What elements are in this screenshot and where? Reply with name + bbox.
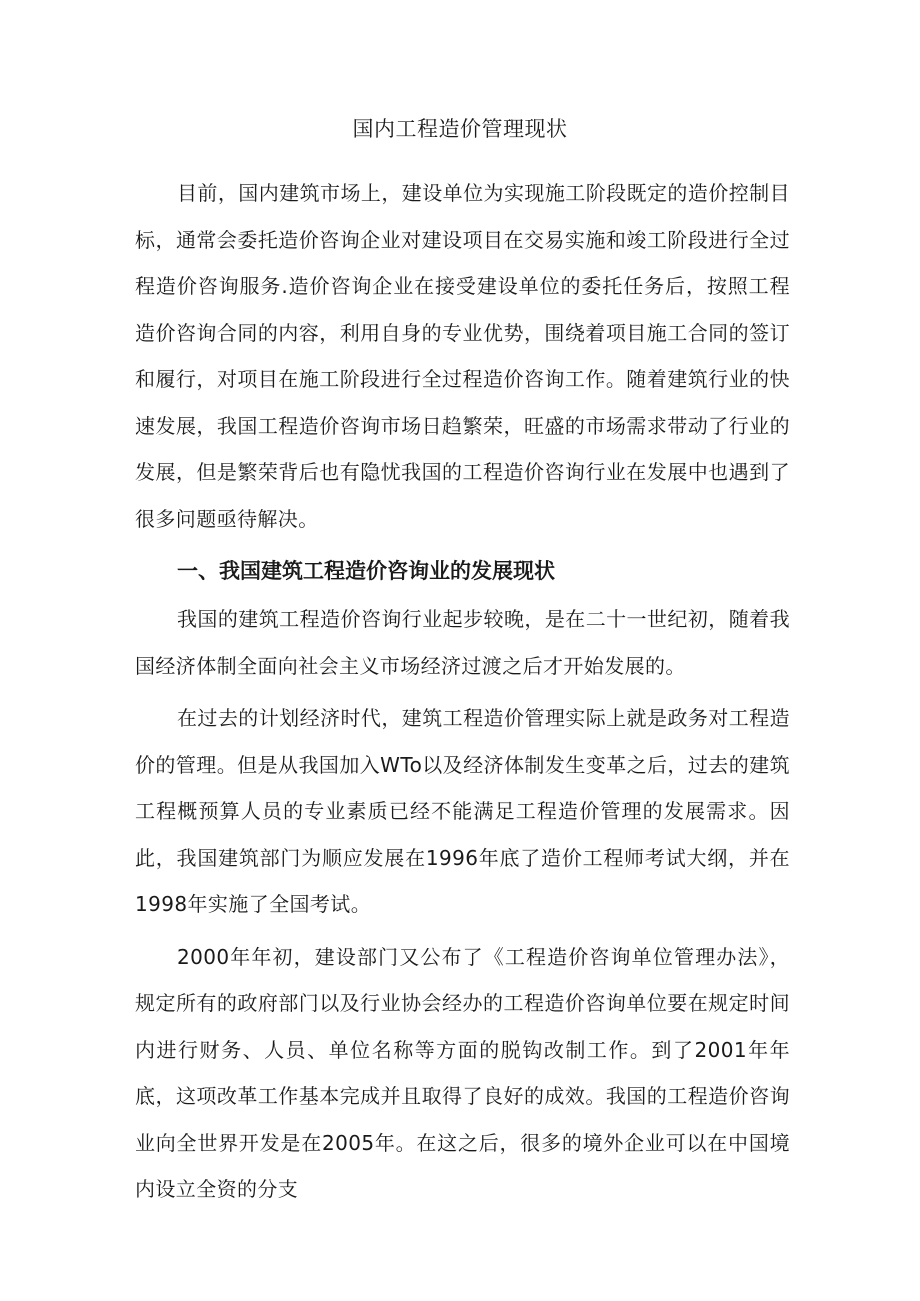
paragraph-2000-reform: 2000年年初，建设部门又公布了《工程造价咨询单位管理办法》，规定所有的政府部门以及行业协会经办的工程造价咨询单位要在规定时间内进行财务、人员、单位名称等方面的脱钩改制工作。到了2001年年底，这项改革工作基本完成并且取得了良好的成效。我国的工程造价咨询业向全世界开发是在2005年。在这之后，很多的境外企业可以在中国境内设立全资的分支 [135, 944, 790, 1201]
document-title: 国内工程造价管理现状 [352, 117, 568, 141]
paragraph-start: 我国的建筑工程造价咨询行业起步较晚，是在二十一世纪初，随着我国经济体制全面向社会主义市场经济过渡之后才开始发展的。 [135, 607, 790, 678]
intro-paragraph: 目前，国内建筑市场上，建设单位为实现施工阶段既定的造价控制目标，通常会委托造价咨询企业对建设项目在交易实施和竣工阶段进行全过程造价咨询服务.造价咨询企业在接受建设单位的委托任务后，按照工程造价咨询合同的内容，利用自身的专业优势，围绕着项目施工合同的签订和履行，对项目在施工阶段进行全过程造价咨询工作。随着建筑行业的快速发展，我国工程造价咨询市场日趋繁荣，旺盛的市场需求带动了行业的发展，但是繁荣背后也有隐忧我国的工程造价咨询行业在发展中也遇到了很多问题亟待解决。 [135, 181, 790, 531]
paragraph-planned-economy: 在过去的计划经济时代，建筑工程造价管理实际上就是政务对工程造价的管理。但是从我国加入WTo以及经济体制发生变革之后，过去的建筑工程概预算人员的专业素质已经不能满足工程造价管理的发展需求。因此，我国建筑部门为顺应发展在1996年底了造价工程师考试大纲，并在1998年实施了全国考试。 [135, 706, 790, 916]
document-body [135, 170, 790, 1213]
section-heading: 一、我国建筑工程造价咨询业的发展现状 [177, 559, 555, 583]
